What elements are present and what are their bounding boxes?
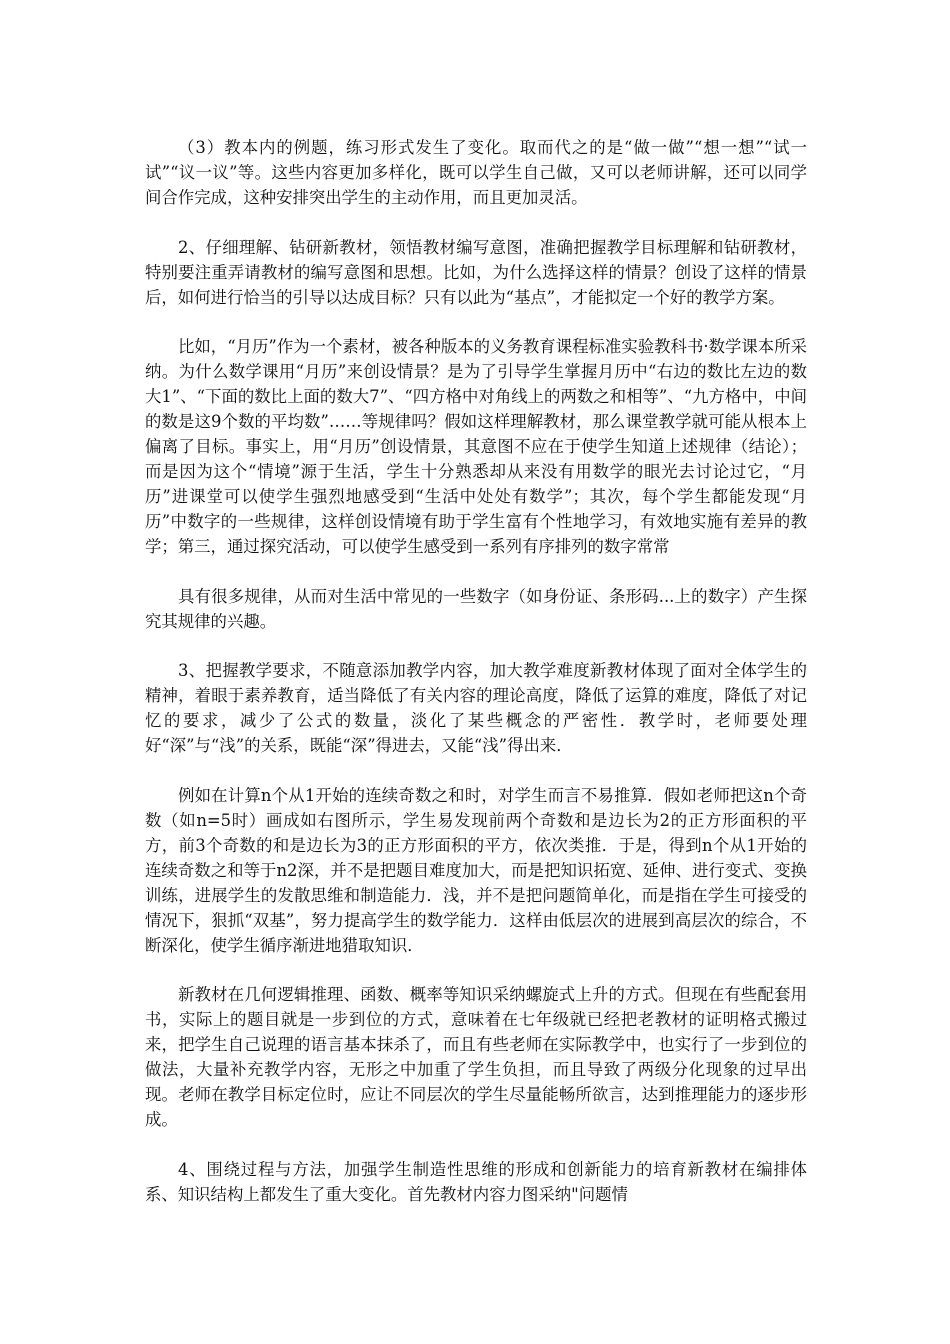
paragraph-spiral-curriculum: 新教材在几何逻辑推理、函数、概率等知识采纳螺旋式上升的方式。但现在有些配套用书，实际上的题目就是一步到位的方式，意味着在七年级就已经把老教材的证明格式搬过来，把学生自己说理的语言基本抹杀了，而且有些老师在实际教学中，也实行了一步到位的做法，大量补充教学内容，无形之中加重了学生负担，而且导致了两级分化现象的过早出现。老师在教学目标定位时，应让不同层次的学生尽量能畅所欲言，达到推理能力的逐步形成。 (145, 985, 807, 1129)
paragraph-study-textbook: 2、仔细理解、钻研新教材，领悟教材编写意图，准确把握教学目标理解和钻研教材，特别要注重弄请教材的编写意图和思想。比如，为什么选择这样的情景？创设了这样的情景后，如何进行恰当的引导以达成目标？只有以此为“基点”，才能拟定一个好的教学方案。 (145, 237, 807, 307)
paragraph-number-patterns: 具有很多规律，从而对生活中常见的一些数字（如身份证、条形码...上的数字）产生探究其规律的兴趣。 (145, 586, 807, 631)
paragraph-odd-numbers-example: 例如在计算n个从1开始的连续奇数之和时，对学生而言不易推算．假如老师把这n个奇数（如n=5时）画成如右图所示，学生易发现前两个奇数和是边长为2的正方形面积的平方，前3个奇数的和是边长为3的正方形面积的平方，依次类推．于是，得到n个从1开始的连续奇数之和等于n2深，并不是把题目难度加大，而是把知识拓宽、延伸、进行变式、变换训练，进展学生的发散思维和制造能力．浅，并不是把问题简单化，而是指在学生可接受的情况下，狠抓“双基”，努力提高学生的数学能力．这样由低层次的进展到高层次的综合，不断深化，使学生循序渐进地猎取知识． (145, 785, 807, 955)
paragraph-creative-thinking: 4、围绕过程与方法，加强学生制造性思维的形成和创新能力的培育新教材在编排体系、知识结构上都发生了重大变化。首先教材内容力图采纳"问题情 (145, 1159, 807, 1204)
paragraph-exercise-forms: （3）教本内的例题，练习形式发生了变化。取而代之的是“做一做”“想一想”“试一试”“议一议”等。这些内容更加多样化，既可以学生自己做，又可以老师讲解，还可以同学间合作完成，这种安排突出学生的主动作用，而且更加灵活。 (145, 138, 807, 207)
document-page (145, 135, 807, 1231)
paragraph-calendar-example: 比如，“月历”作为一个素材，被各种版本的义务教育课程标准实验教科书·数学课本所采纳。为什么数学课用“月历”来创设情景？是为了引导学生掌握月历中“右边的数比左边的数大1”、“下面的数比上面的数大7”、“四方格中对角线上的两数之和相等”、“九方格中，中间的数是这9个数的平均数”……等规律吗？假如这样理解教材，那么课堂教学就可能从根本上偏离了目标。事实上，用“月历”创设情景，其意图不应在于使学生知道上述规律（结论）；而是因为这个“情境”源于生活，学生十分熟悉却从来没有用数学的眼光去讨论过它，“月历”进课堂可以使学生强烈地感受到“生活中处处有数学”；其次，每个学生都能发现“月历”中数字的一些规律，这样创设情境有助于学生富有个性地学习，有效地实施有差异的教学；第三，通过探究活动，可以使学生感受到一系列有序排列的数字常常 (145, 337, 807, 556)
paragraph-teaching-requirements: 3、把握教学要求，不随意添加教学内容，加大教学难度新教材体现了面对全体学生的精神，着眼于素养教育，适当降低了有关内容的理论高度，降低了运算的难度，降低了对记忆的要求，减少了公式的数量，淡化了某些概念的严密性．教学时，老师要处理好“深”与“浅”的关系，既能“深”得进去，又能“浅”得出来． (145, 661, 807, 755)
